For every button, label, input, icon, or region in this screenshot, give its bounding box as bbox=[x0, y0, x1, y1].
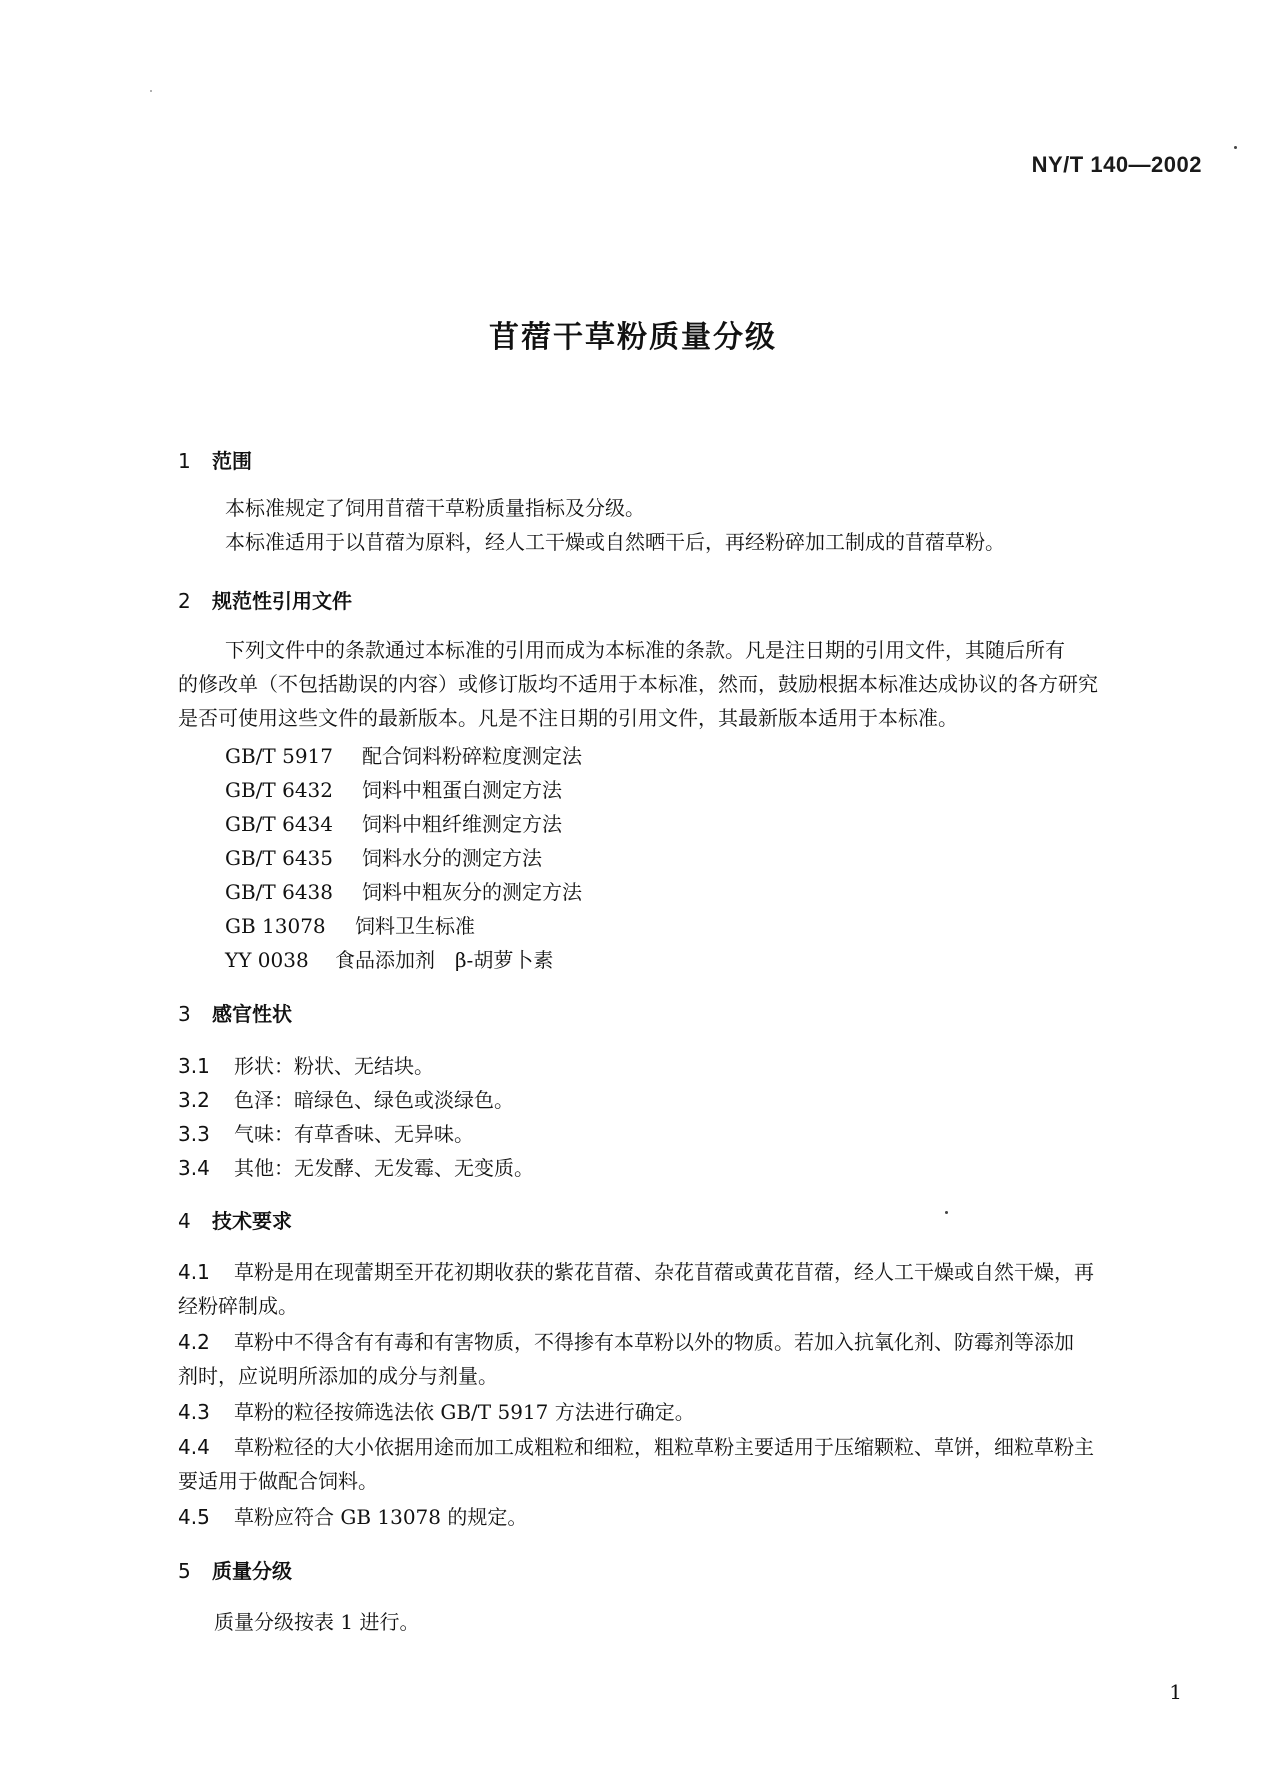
reference-item bbox=[225, 944, 553, 973]
list-item bbox=[178, 1050, 434, 1079]
section-5-heading bbox=[178, 1555, 292, 1584]
section-4-heading bbox=[178, 1205, 292, 1234]
reference-name: 饲料卫生标准 bbox=[355, 914, 475, 938]
reference-item bbox=[225, 876, 582, 905]
section-1-heading bbox=[178, 445, 252, 474]
scan-speck bbox=[945, 1211, 948, 1214]
reference-code: GB/T 6432 bbox=[225, 778, 334, 802]
section-number: 4 bbox=[178, 1209, 191, 1233]
paragraph: 质量分级按表 1 进行。 bbox=[214, 1610, 420, 1634]
reference-code: GB/T 6435 bbox=[225, 846, 334, 870]
section-title: 规范性引用文件 bbox=[212, 589, 352, 613]
item-number: 3.1 bbox=[178, 1054, 210, 1078]
paragraph: 本标准规定了饲用苜蓿干草粉质量指标及分级。 bbox=[225, 496, 645, 520]
clause-number: 4.3 bbox=[178, 1400, 210, 1424]
section-number: 1 bbox=[178, 449, 191, 473]
reference-name: 饲料中粗灰分的测定方法 bbox=[362, 880, 582, 904]
clause-number: 4.5 bbox=[178, 1505, 210, 1529]
reference-item bbox=[225, 740, 582, 769]
clause-continuation: 剂时，应说明所添加的成分与剂量。 bbox=[178, 1364, 498, 1388]
reference-item bbox=[225, 808, 562, 837]
reference-item bbox=[225, 910, 475, 939]
section-number: 5 bbox=[178, 1559, 191, 1583]
list-item bbox=[178, 1118, 474, 1147]
reference-item bbox=[225, 774, 562, 803]
item-text: 其他：无发酵、无发霉、无变质。 bbox=[234, 1156, 534, 1180]
section-title: 质量分级 bbox=[212, 1559, 292, 1583]
reference-name: 配合饲料粉碎粒度测定法 bbox=[362, 744, 582, 768]
section-number: 3 bbox=[178, 1002, 191, 1026]
list-item bbox=[178, 1152, 534, 1181]
clause bbox=[178, 1325, 1198, 1393]
paragraph-line: 的修改单（不包括勘误的内容）或修订版均不适用于本标准，然而，鼓励根据本标准达成协议的各方研究 bbox=[178, 672, 1098, 696]
section-2-heading bbox=[178, 585, 352, 614]
clause bbox=[178, 1255, 1198, 1323]
reference-code: GB/T 6438 bbox=[225, 880, 334, 904]
section-title: 技术要求 bbox=[212, 1209, 292, 1233]
reference-code: GB 13078 bbox=[225, 914, 326, 938]
clause-number: 4.1 bbox=[178, 1260, 210, 1284]
paragraph-line: 是否可使用这些文件的最新版本。凡是不注日期的引用文件，其最新版本适用于本标准。 bbox=[178, 706, 958, 730]
scan-speck bbox=[150, 90, 152, 92]
reference-name: 饲料水分的测定方法 bbox=[362, 846, 542, 870]
paragraph: 本标准适用于以苜蓿为原料，经人工干燥或自然晒干后，再经粉碎加工制成的苜蓿草粉。 bbox=[225, 530, 1005, 554]
reference-code: GB/T 5917 bbox=[225, 744, 334, 768]
reference-name: 食品添加剂 β-胡萝卜素 bbox=[335, 948, 554, 972]
item-number: 3.4 bbox=[178, 1156, 210, 1180]
reference-name: 饲料中粗纤维测定方法 bbox=[362, 812, 562, 836]
clause-text: 草粉是用在现蕾期至开花初期收获的紫花苜蓿、杂花苜蓿或黄花苜蓿，经人工干燥或自然干燥，再 bbox=[234, 1260, 1094, 1284]
item-text: 气味：有草香味、无异味。 bbox=[234, 1122, 474, 1146]
reference-name: 饲料中粗蛋白测定方法 bbox=[362, 778, 562, 802]
document-title: 苜蓿干草粉质量分级 bbox=[489, 320, 777, 355]
scan-speck bbox=[1234, 146, 1237, 149]
page-number: 1 bbox=[1169, 1680, 1182, 1704]
paragraph-line: 下列文件中的条款通过本标准的引用而成为本标准的条款。凡是注日期的引用文件，其随后所有 bbox=[225, 638, 1065, 662]
clause bbox=[178, 1500, 1198, 1534]
item-number: 3.2 bbox=[178, 1088, 210, 1112]
standard-code: NY/T 140—2002 bbox=[1031, 152, 1202, 177]
reference-code: YY 0038 bbox=[225, 948, 309, 972]
clause bbox=[178, 1430, 1198, 1498]
item-number: 3.3 bbox=[178, 1122, 210, 1146]
clause-number: 4.4 bbox=[178, 1435, 210, 1459]
section-number: 2 bbox=[178, 589, 191, 613]
clause-text: 草粉中不得含有有毒和有害物质，不得掺有本草粉以外的物质。若加入抗氧化剂、防霉剂等添加 bbox=[234, 1330, 1074, 1354]
clause-text: 草粉应符合 GB 13078 的规定。 bbox=[234, 1505, 528, 1529]
clause-continuation: 要适用于做配合饲料。 bbox=[178, 1469, 378, 1493]
clause-continuation: 经粉碎制成。 bbox=[178, 1294, 298, 1318]
clause-text: 草粉的粒径按筛选法依 GB/T 5917 方法进行确定。 bbox=[234, 1400, 695, 1424]
item-text: 色泽：暗绿色、绿色或淡绿色。 bbox=[234, 1088, 514, 1112]
section-title: 感官性状 bbox=[212, 1002, 292, 1026]
reference-item bbox=[225, 842, 542, 871]
clause-text: 草粉粒径的大小依据用途而加工成粗粒和细粒，粗粒草粉主要适用于压缩颗粒、草饼，细粒草粉主 bbox=[234, 1435, 1094, 1459]
item-text: 形状：粉状、无结块。 bbox=[234, 1054, 434, 1078]
section-3-heading bbox=[178, 998, 292, 1027]
reference-code: GB/T 6434 bbox=[225, 812, 334, 836]
section-title: 范围 bbox=[212, 449, 252, 473]
list-item bbox=[178, 1084, 514, 1113]
clause bbox=[178, 1395, 1198, 1429]
clause-number: 4.2 bbox=[178, 1330, 210, 1354]
